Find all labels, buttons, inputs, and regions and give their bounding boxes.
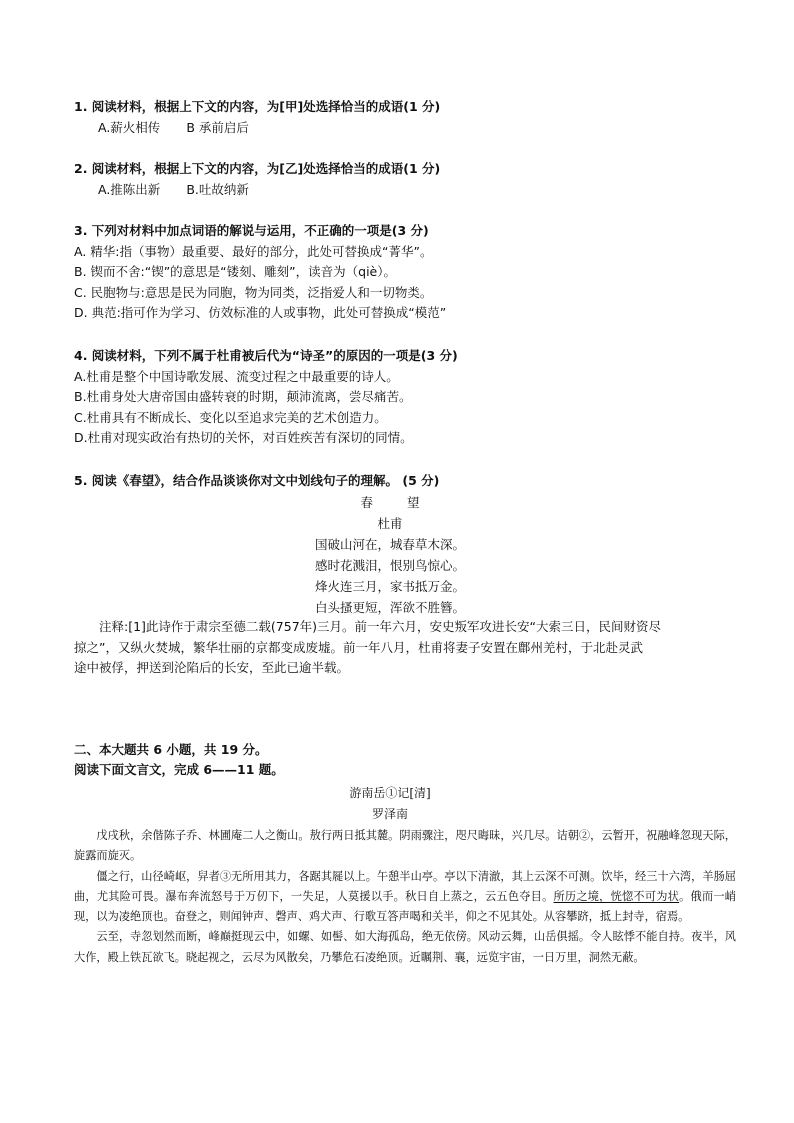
option-a: A.杜甫是整个中国诗歌发展、流变过程之中最重要的诗人。 <box>74 368 399 384</box>
option-b: B.杜甫身处大唐帝国由盛转衰的时期，颠沛流离，尝尽痛苦。 <box>74 389 412 404</box>
poem-author: 杜甫 <box>377 516 403 531</box>
poem-note <box>74 617 734 679</box>
option-d: D.杜甫对现实政治有热切的关怀，对百姓疾苦有深切的同情。 <box>74 430 413 445</box>
note-line: 途中被俘，押送到沦陷后的长安，至此已逾半载。 <box>74 660 350 675</box>
option-b: B. 锲而不舍:“锲”的意思是“镂刻、雕刻”，读音为（qiè）。 <box>74 264 396 279</box>
question-5-title: 5. 阅读《春望》，结合作品谈谈你对文中划线句子的理解。 (5 分) <box>74 473 440 488</box>
question-2-title: 2. 阅读材料，根据上下文的内容，为[乙]处选择恰当的成语(1 分) <box>74 161 441 176</box>
section-heading <box>74 740 284 780</box>
option-a: A.薪火相传 <box>98 119 161 135</box>
question-5 <box>74 471 734 492</box>
classical-paragraph <box>74 867 736 928</box>
option-b: B 承前启后 <box>186 119 249 135</box>
classical-title: 游南岳①记[清] <box>349 786 431 800</box>
question-2-options <box>74 180 734 201</box>
poem-line: 白头搔更短，浑欲不胜簪。 <box>314 600 465 615</box>
option-c: C.杜甫具有不断成长、变化以至追求完美的艺术创造力。 <box>74 409 387 425</box>
paragraph-text: 僵之行，山径崎岖，舁者③无所用其力，各踞其屣以上。午憩半山亭。亭以下清澈，其上云深不可测。饮毕，经三十六湾，羊肠屈曲，尤其险可畏。瀑布奔流怒号于万仞下，一失足，人莫援以手。秋日自上蒸之，云五色夺目。 <box>74 869 736 903</box>
question-3 <box>74 221 734 324</box>
section-instruction: 阅读下面文言文，完成 6——11 题。 <box>74 762 284 777</box>
poem-block <box>250 492 530 618</box>
question-1 <box>74 97 734 138</box>
classical-heading <box>250 783 530 825</box>
question-2 <box>74 159 734 200</box>
option-b: B.吐故纳新 <box>186 181 249 197</box>
poem-line: 烽火连三月，家书抵万金。 <box>314 579 465 594</box>
underlined-sentence: 所历之境，恍惚不可为状 <box>553 889 680 903</box>
note-line: 注释:[1]此诗作于肃宗至德二载(757年)三月。前一年六月，安史叛军攻进长安“大索三日，民间财资尽 <box>99 619 662 634</box>
paragraph-text: 。俄而一峭现，以为凌绝顶也。奋登之，则闻钟声、磬声、鸡犬声、行歌互答声喝和关半，仰之不见其处。从容攀跻，抵上封寺，宿焉。 <box>74 889 736 924</box>
poem-title: 春望 <box>360 495 454 510</box>
classical-paragraph: 云至，寺忽划然而断，峰巅挺现云中，如螺、如髻、如大海孤岛，绝无依傍。风动云舞，山岳俱摇。令人眩悸不能自持。夜半，风大作，殿上铁瓦欲飞。晓起视之，云尽为风散矣，乃攀危石凌绝顶。近瞩荆、襄，远览宇宙，一日万里，洞然无蔽。 <box>74 930 736 964</box>
question-1-options <box>74 118 734 139</box>
classical-text <box>74 826 736 968</box>
option-a: A. 精华:指（事物）最重要、最好的部分，此处可替换成“菁华”。 <box>74 243 433 259</box>
question-4-title: 4. 阅读材料，下列不属于杜甫被后代为“诗圣”的原因的一项是(3 分) <box>74 348 458 363</box>
option-a: A.推陈出新 <box>98 181 161 197</box>
option-c: C. 民胞物与:意思是民为同胞，物为同类，泛指爱人和一切物类。 <box>74 284 433 300</box>
section-title: 二、本大题共 6 小题，共 19 分。 <box>74 742 268 757</box>
question-4 <box>74 346 734 449</box>
poem-line: 国破山河在，城春草木深。 <box>314 537 465 552</box>
classical-paragraph: 戊戌秋，余偕陈子乔、林圃庵二人之衡山。敖行两日抵其麓。阴雨骤注，咫尺晦昧，兴几尽。诘朝②，云暂开，祝融峰忽现天际，旋露而旋灭。 <box>74 829 736 863</box>
question-3-title: 3. 下列对材料中加点词语的解说与运用，不正确的一项是(3 分) <box>74 223 429 238</box>
note-line: 掠之”，又纵火焚城，繁华壮丽的京都变成废墟。前一年八月，杜甫将妻子安置在鄜州羌村，于北赴灵武 <box>74 639 643 655</box>
poem-line: 感时花溅泪，恨别鸟惊心。 <box>314 558 465 573</box>
option-d: D. 典范:指可作为学习、仿效标准的人或事物，此处可替换成“模范” <box>74 305 447 320</box>
question-1-title: 1. 阅读材料，根据上下文的内容，为[甲]处选择恰当的成语(1 分) <box>74 99 441 114</box>
classical-author: 罗泽南 <box>371 807 408 821</box>
